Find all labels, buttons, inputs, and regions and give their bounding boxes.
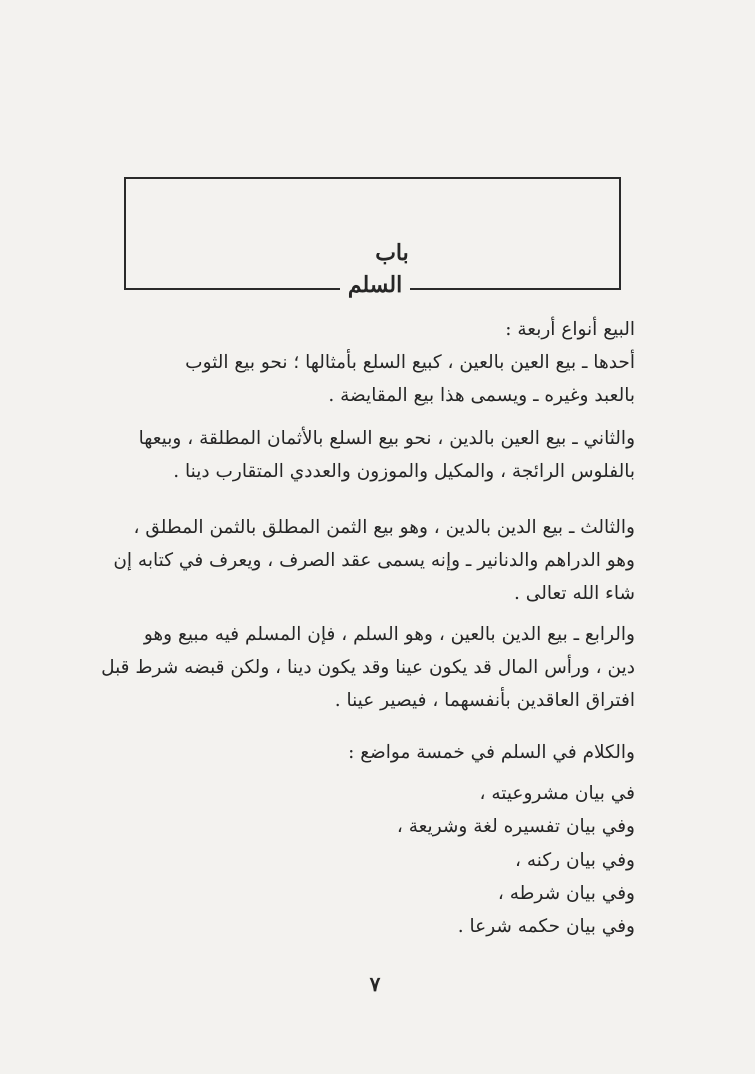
frame-bottom-rule-right — [398, 288, 621, 290]
chapter-label: باب — [375, 240, 409, 266]
paragraph-second-line-2: بالفلوس الرائجة ، والمكيل والموزون والعددي المتقارب دينا . — [173, 461, 635, 482]
paragraph-fourth-line-3: افتراق العاقدين بأنفسهما ، فيصير عينا . — [334, 690, 635, 711]
paragraph-third-line-3: شاء الله تعالى . — [514, 583, 635, 604]
chapter-title: السلم — [340, 272, 410, 298]
topics-heading: والكلام في السلم في خمسة مواضع : — [348, 742, 635, 763]
intro-line: البيع أنواع أربعة : — [505, 319, 635, 340]
paragraph-first-line-1: أحدها ـ بيع العين بالعين ، كبيع السلع بأمثالها ؛ نحو بيع الثوب — [185, 352, 635, 373]
paragraph-third-line-2: وهو الدراهم والدنانير ـ وإنه يسمى عقد الصرف ، ويعرف في كتابه إن — [113, 550, 635, 571]
paragraph-fourth-line-1: والرابع ـ بيع الدين بالعين ، وهو السلم ، فإن المسلم فيه مبيع وهو — [143, 624, 635, 645]
topic-item: في بيان مشروعيته ، — [479, 783, 635, 804]
page-number: ٧ — [369, 972, 381, 996]
topic-item: وفي بيان ركنه ، — [514, 850, 635, 871]
paragraph-second-line-1: والثاني ـ بيع العين بالدين ، نحو بيع السلع بالأثمان المطلقة ، وبيعها — [138, 428, 635, 449]
frame-bottom-rule-left — [124, 288, 344, 290]
topic-item: وفي بيان تفسيره لغة وشريعة ، — [396, 816, 635, 837]
topic-item: وفي بيان شرطه ، — [497, 883, 635, 904]
paragraph-third-line-1: والثالث ـ بيع الدين بالدين ، وهو بيع الثمن المطلق بالثمن المطلق ، — [133, 517, 635, 538]
paragraph-first-line-2: بالعبد وغيره ـ ويسمى هذا بيع المقايضة . — [328, 385, 635, 406]
topic-item: وفي بيان حكمه شرعا . — [457, 916, 635, 937]
paragraph-fourth-line-2: دين ، ورأس المال قد يكون عينا وقد يكون دينا ، ولكن قبضه شرط قبل — [101, 657, 635, 678]
